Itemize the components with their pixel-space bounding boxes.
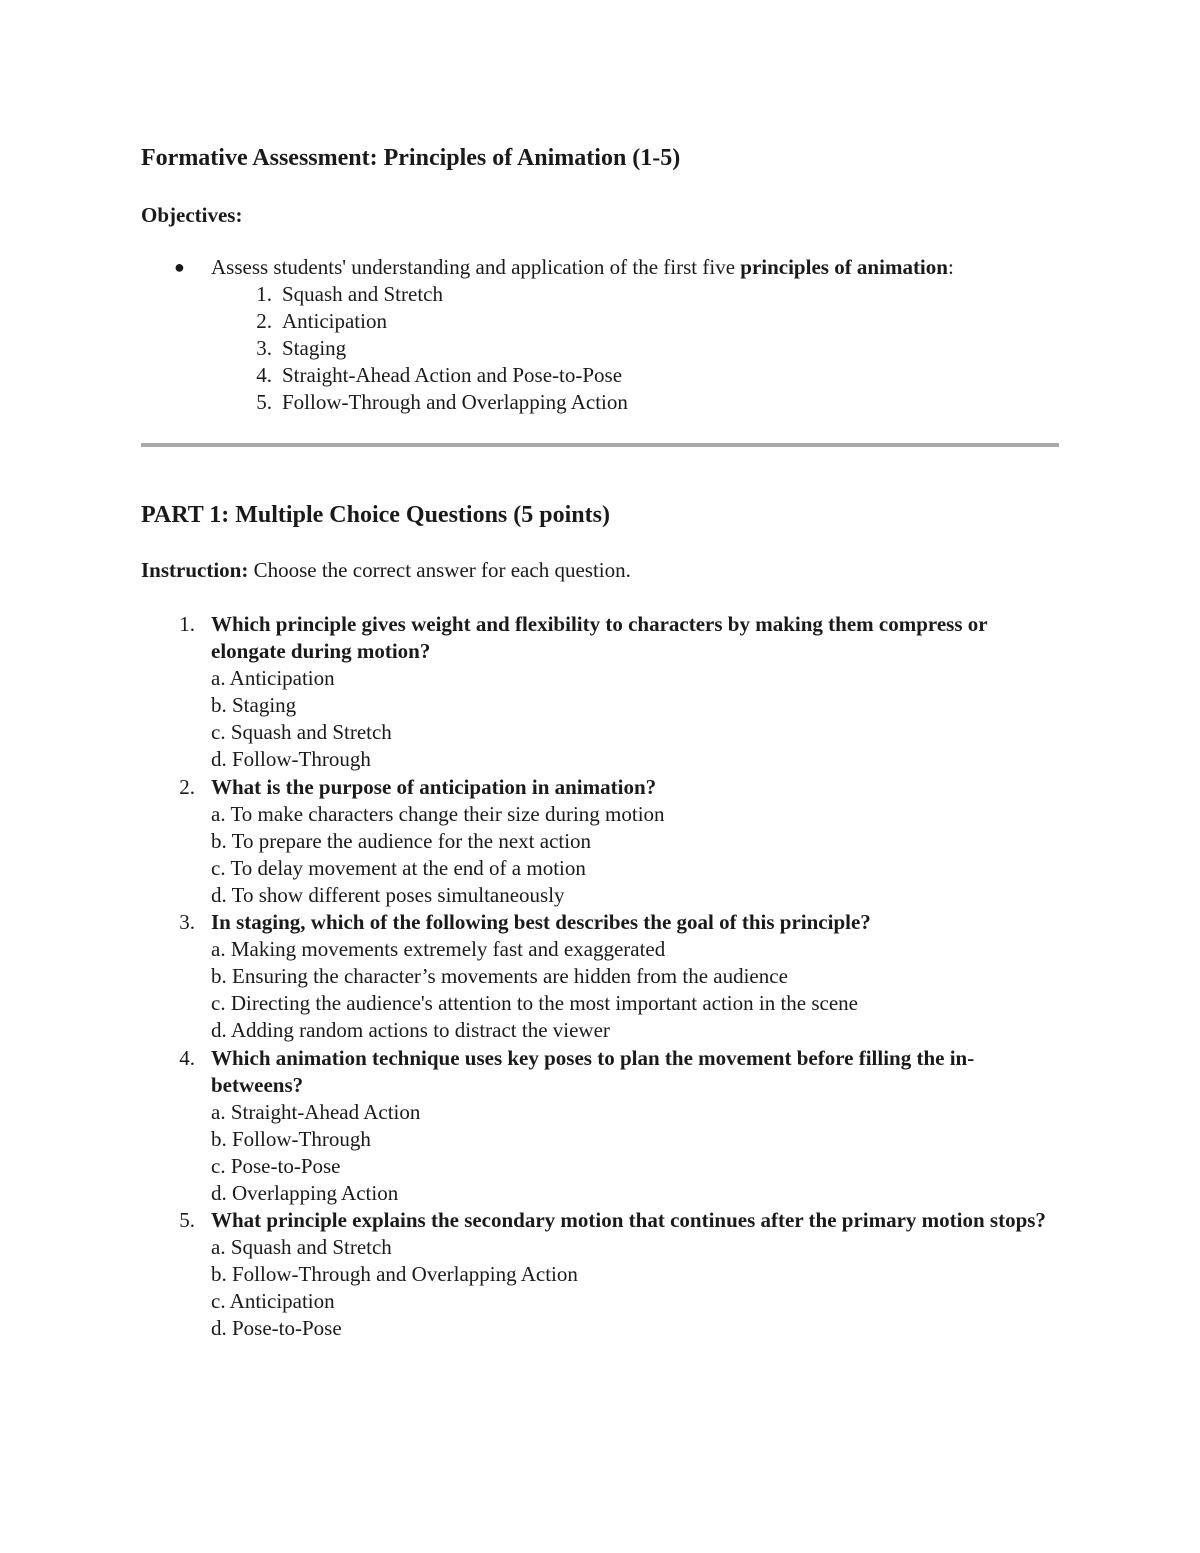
question-item [141,909,1059,1044]
question-text: Which principle gives weight and flexibility to characters by making them compress or elongate during motion? [211,612,988,664]
instruction [141,556,631,584]
principle-item [211,389,1059,416]
objective-text-suffix: : [947,255,954,279]
objective-text-bold: principles of animation [740,255,948,279]
answer-choice: c. Directing the audience's attention to the most important action in the scene [211,991,859,1016]
question-item [141,774,1059,909]
answer-choice: a. To make characters change their size during motion [211,801,665,826]
question-item [141,1207,1059,1342]
question-text: What principle explains the secondary motion that continues after the primary motion stops? [211,1208,1046,1233]
answer-choice: b. Follow-Through and Overlapping Action [211,1262,578,1287]
objective-bullet [141,254,1059,416]
principle-text: Staging [282,336,347,360]
objectives-heading: Objectives: [141,203,243,227]
instruction-label: Instruction: [141,558,249,582]
answer-choice: a. Straight-Ahead Action [211,1099,421,1124]
question-text: What is the purpose of anticipation in animation? [211,774,657,799]
bullet-icon: ● [174,257,185,277]
question-number: 1. [179,612,195,636]
question-text: In staging, which of the following best describes the goal of this principle? [211,910,871,935]
principle-number: 5. [256,390,272,414]
answer-choice: c. To delay movement at the end of a motion [211,855,586,880]
principle-number: 1. [256,282,272,306]
principle-text: Squash and Stretch [282,282,443,306]
question-item [141,1045,1059,1208]
answer-choice: c. Pose-to-Pose [211,1153,341,1178]
instruction-text: Choose the correct answer for each question. [248,558,631,582]
answer-choice: b. Staging [211,693,297,718]
answer-choice: b. To prepare the audience for the next action [211,828,592,853]
question-text: Which animation technique uses key poses to plan the movement before filling the in-betweens? [211,1045,975,1097]
answer-choice: d. Follow-Through [211,747,371,772]
question-number: 2. [179,774,195,799]
objective-text-prefix: Assess students' understanding and application of the first five [211,255,741,279]
principle-item [211,281,1059,308]
principles-list [211,281,1059,416]
principle-text: Straight-Ahead Action and Pose-to-Pose [282,363,623,387]
answer-choice: c. Squash and Stretch [211,720,392,745]
principle-text: Follow-Through and Overlapping Action [282,390,628,414]
answer-choice: a. Anticipation [211,666,335,691]
answer-choice: d. To show different poses simultaneously [211,882,565,907]
principle-number: 3. [256,336,272,360]
principle-text: Anticipation [282,309,387,333]
document-title: Formative Assessment: Principles of Animation (1-5) [141,145,681,171]
question-number: 3. [179,910,195,935]
answer-choice: a. Making movements extremely fast and exaggerated [211,937,666,962]
answer-choice: b. Ensuring the character’s movements are hidden from the audience [211,964,788,989]
question-number: 5. [179,1208,195,1233]
part1-title: PART 1: Multiple Choice Questions (5 points) [141,502,610,528]
answer-choice: c. Anticipation [211,1289,335,1314]
principle-item [211,335,1059,362]
answer-choice: d. Pose-to-Pose [211,1316,342,1341]
principle-number: 4. [256,363,272,387]
questions-list [141,611,1059,1343]
answer-choice: d. Overlapping Action [211,1180,399,1205]
answer-choice: d. Adding random actions to distract the viewer [211,1018,610,1043]
horizontal-divider [141,443,1059,447]
principle-number: 2. [256,309,272,333]
answer-choice: b. Follow-Through [211,1126,371,1151]
objectives-list [141,254,1059,416]
question-number: 4. [179,1045,195,1070]
question-item [141,611,1059,774]
principle-item [211,308,1059,335]
principle-item [211,362,1059,389]
answer-choice: a. Squash and Stretch [211,1235,392,1260]
